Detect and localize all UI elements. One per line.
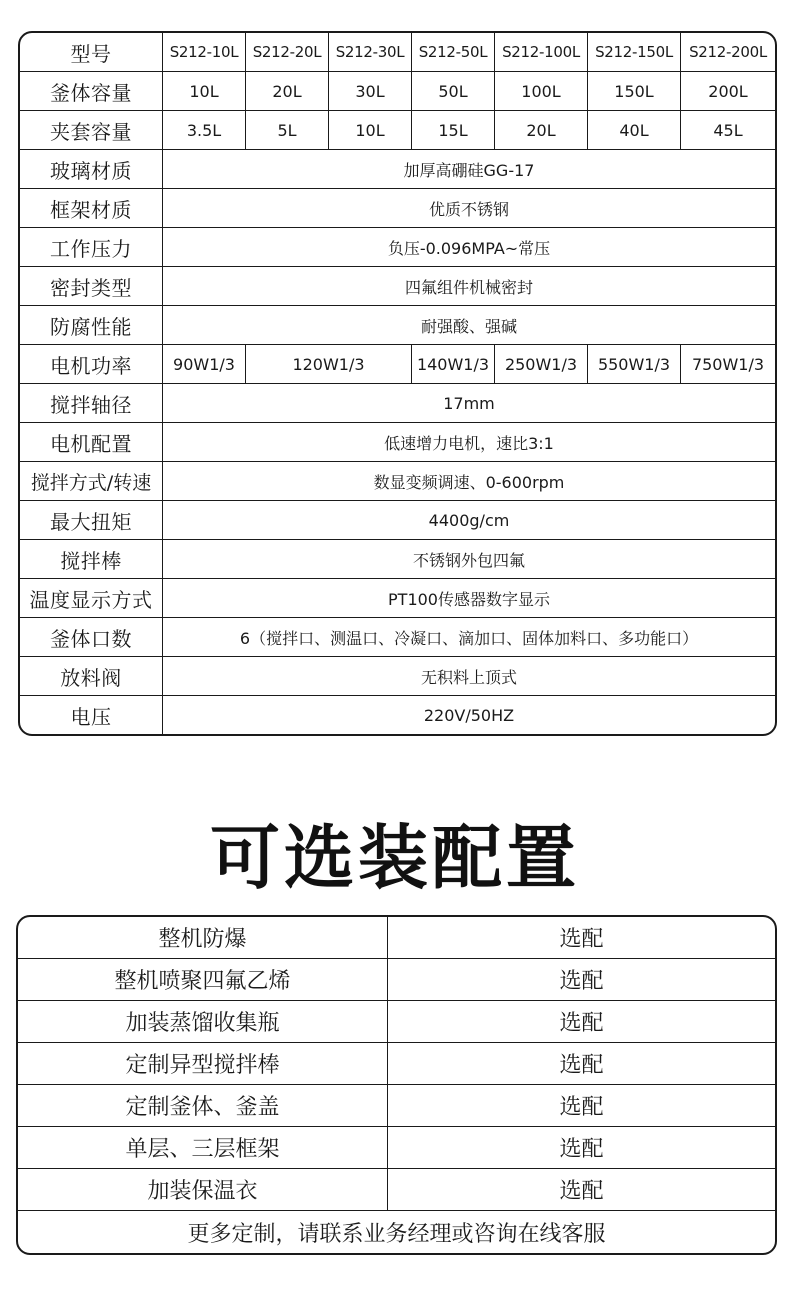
value-cell: 40L [588, 111, 681, 150]
row-motor-power [20, 345, 775, 384]
value-cell: 45L [681, 111, 775, 150]
value-cell: 140W1/3 [412, 345, 495, 384]
option-name: 定制釜体、釜盖 [18, 1085, 388, 1127]
label-seal: 密封类型 [20, 267, 163, 306]
value-cell: 50L [412, 72, 495, 111]
optional-config-heading: 可选装配置 [210, 817, 580, 899]
row-seal [20, 267, 775, 306]
label-jacket-capacity: 夹套容量 [20, 111, 163, 150]
value-cell: 150L [588, 72, 681, 111]
row-torque [20, 501, 775, 540]
row-model [20, 33, 775, 72]
option-row [18, 1085, 775, 1127]
value-cell: 20L [495, 111, 588, 150]
option-status: 选配 [388, 917, 775, 959]
value-cell: 100L [495, 72, 588, 111]
value-cell: 550W1/3 [588, 345, 681, 384]
label-temp-display: 温度显示方式 [20, 579, 163, 618]
option-row [18, 1169, 775, 1211]
label-glass: 玻璃材质 [20, 150, 163, 189]
value-cell: 120W1/3 [246, 345, 412, 384]
label-voltage: 电压 [20, 696, 163, 734]
option-row [18, 917, 775, 959]
row-stir-rod [20, 540, 775, 579]
label-model: 型号 [20, 33, 163, 72]
option-status: 选配 [388, 1085, 775, 1127]
option-name: 单层、三层框架 [18, 1127, 388, 1169]
model-cell: S212-50L [412, 33, 495, 72]
label-frame: 框架材质 [20, 189, 163, 228]
label-corrosion: 防腐性能 [20, 306, 163, 345]
option-row [18, 1043, 775, 1085]
value-ports: 6（搅拌口、测温口、冷凝口、滴加口、固体加料口、多功能口） [163, 618, 775, 657]
options-footer-row [18, 1211, 775, 1253]
value-glass: 加厚高硼硅GG-17 [163, 150, 775, 189]
value-cell: 3.5L [163, 111, 246, 150]
row-voltage [20, 696, 775, 734]
value-stir-rod: 不锈钢外包四氟 [163, 540, 775, 579]
label-pressure: 工作压力 [20, 228, 163, 267]
spec-table [18, 31, 777, 736]
label-kettle-capacity: 釜体容量 [20, 72, 163, 111]
value-cell: 250W1/3 [495, 345, 588, 384]
label-stir-rod: 搅拌棒 [20, 540, 163, 579]
label-ports: 釜体口数 [20, 618, 163, 657]
value-cell: 90W1/3 [163, 345, 246, 384]
value-cell: 10L [329, 111, 412, 150]
option-name: 整机喷聚四氟乙烯 [18, 959, 388, 1001]
model-cell: S212-10L [163, 33, 246, 72]
value-cell: 5L [246, 111, 329, 150]
row-valve [20, 657, 775, 696]
options-table [16, 915, 777, 1255]
option-name: 加装保温衣 [18, 1169, 388, 1211]
value-frame: 优质不锈钢 [163, 189, 775, 228]
row-glass [20, 150, 775, 189]
options-footer: 更多定制，请联系业务经理或咨询在线客服 [187, 1221, 606, 1247]
model-cell: S212-20L [246, 33, 329, 72]
model-cell: S212-200L [681, 33, 775, 72]
label-stir-mode: 搅拌方式/转速 [20, 462, 163, 501]
row-temp-display [20, 579, 775, 618]
option-status: 选配 [388, 1169, 775, 1211]
option-name: 整机防爆 [18, 917, 388, 959]
label-motor-config: 电机配置 [20, 423, 163, 462]
row-ports [20, 618, 775, 657]
model-cell: S212-100L [495, 33, 588, 72]
value-torque: 4400g/cm [163, 501, 775, 540]
value-corrosion: 耐强酸、强碱 [163, 306, 775, 345]
value-cell: 15L [412, 111, 495, 150]
row-corrosion [20, 306, 775, 345]
option-row [18, 959, 775, 1001]
row-stir-mode [20, 462, 775, 501]
model-cell: S212-30L [329, 33, 412, 72]
option-row [18, 1001, 775, 1043]
value-temp-display: PT100传感器数字显示 [163, 579, 775, 618]
row-shaft [20, 384, 775, 423]
label-valve: 放料阀 [20, 657, 163, 696]
option-status: 选配 [388, 1127, 775, 1169]
option-name: 加装蒸馏收集瓶 [18, 1001, 388, 1043]
value-valve: 无积料上顶式 [163, 657, 775, 696]
value-voltage: 220V/50HZ [423, 705, 515, 725]
value-shaft: 17mm [163, 384, 775, 423]
row-jacket-capacity [20, 111, 775, 150]
value-cell: 10L [163, 72, 246, 111]
option-status: 选配 [388, 959, 775, 1001]
option-status: 选配 [388, 1043, 775, 1085]
row-pressure [20, 228, 775, 267]
label-motor-power: 电机功率 [20, 345, 163, 384]
model-cell: S212-150L [588, 33, 681, 72]
option-row [18, 1127, 775, 1169]
row-kettle-capacity [20, 72, 775, 111]
value-seal: 四氟组件机械密封 [163, 267, 775, 306]
option-status: 选配 [388, 1001, 775, 1043]
value-cell: 30L [329, 72, 412, 111]
value-cell: 200L [681, 72, 775, 111]
value-stir-mode: 数显变频调速、0-600rpm [163, 462, 775, 501]
value-motor-config: 低速增力电机，速比3:1 [163, 423, 775, 462]
label-torque: 最大扭矩 [20, 501, 163, 540]
option-name: 定制异型搅拌棒 [18, 1043, 388, 1085]
row-motor-config [20, 423, 775, 462]
value-pressure: 负压-0.096MPA~常压 [163, 228, 775, 267]
label-shaft: 搅拌轴径 [20, 384, 163, 423]
value-cell: 750W1/3 [681, 345, 775, 384]
value-cell: 20L [246, 72, 329, 111]
row-frame [20, 189, 775, 228]
